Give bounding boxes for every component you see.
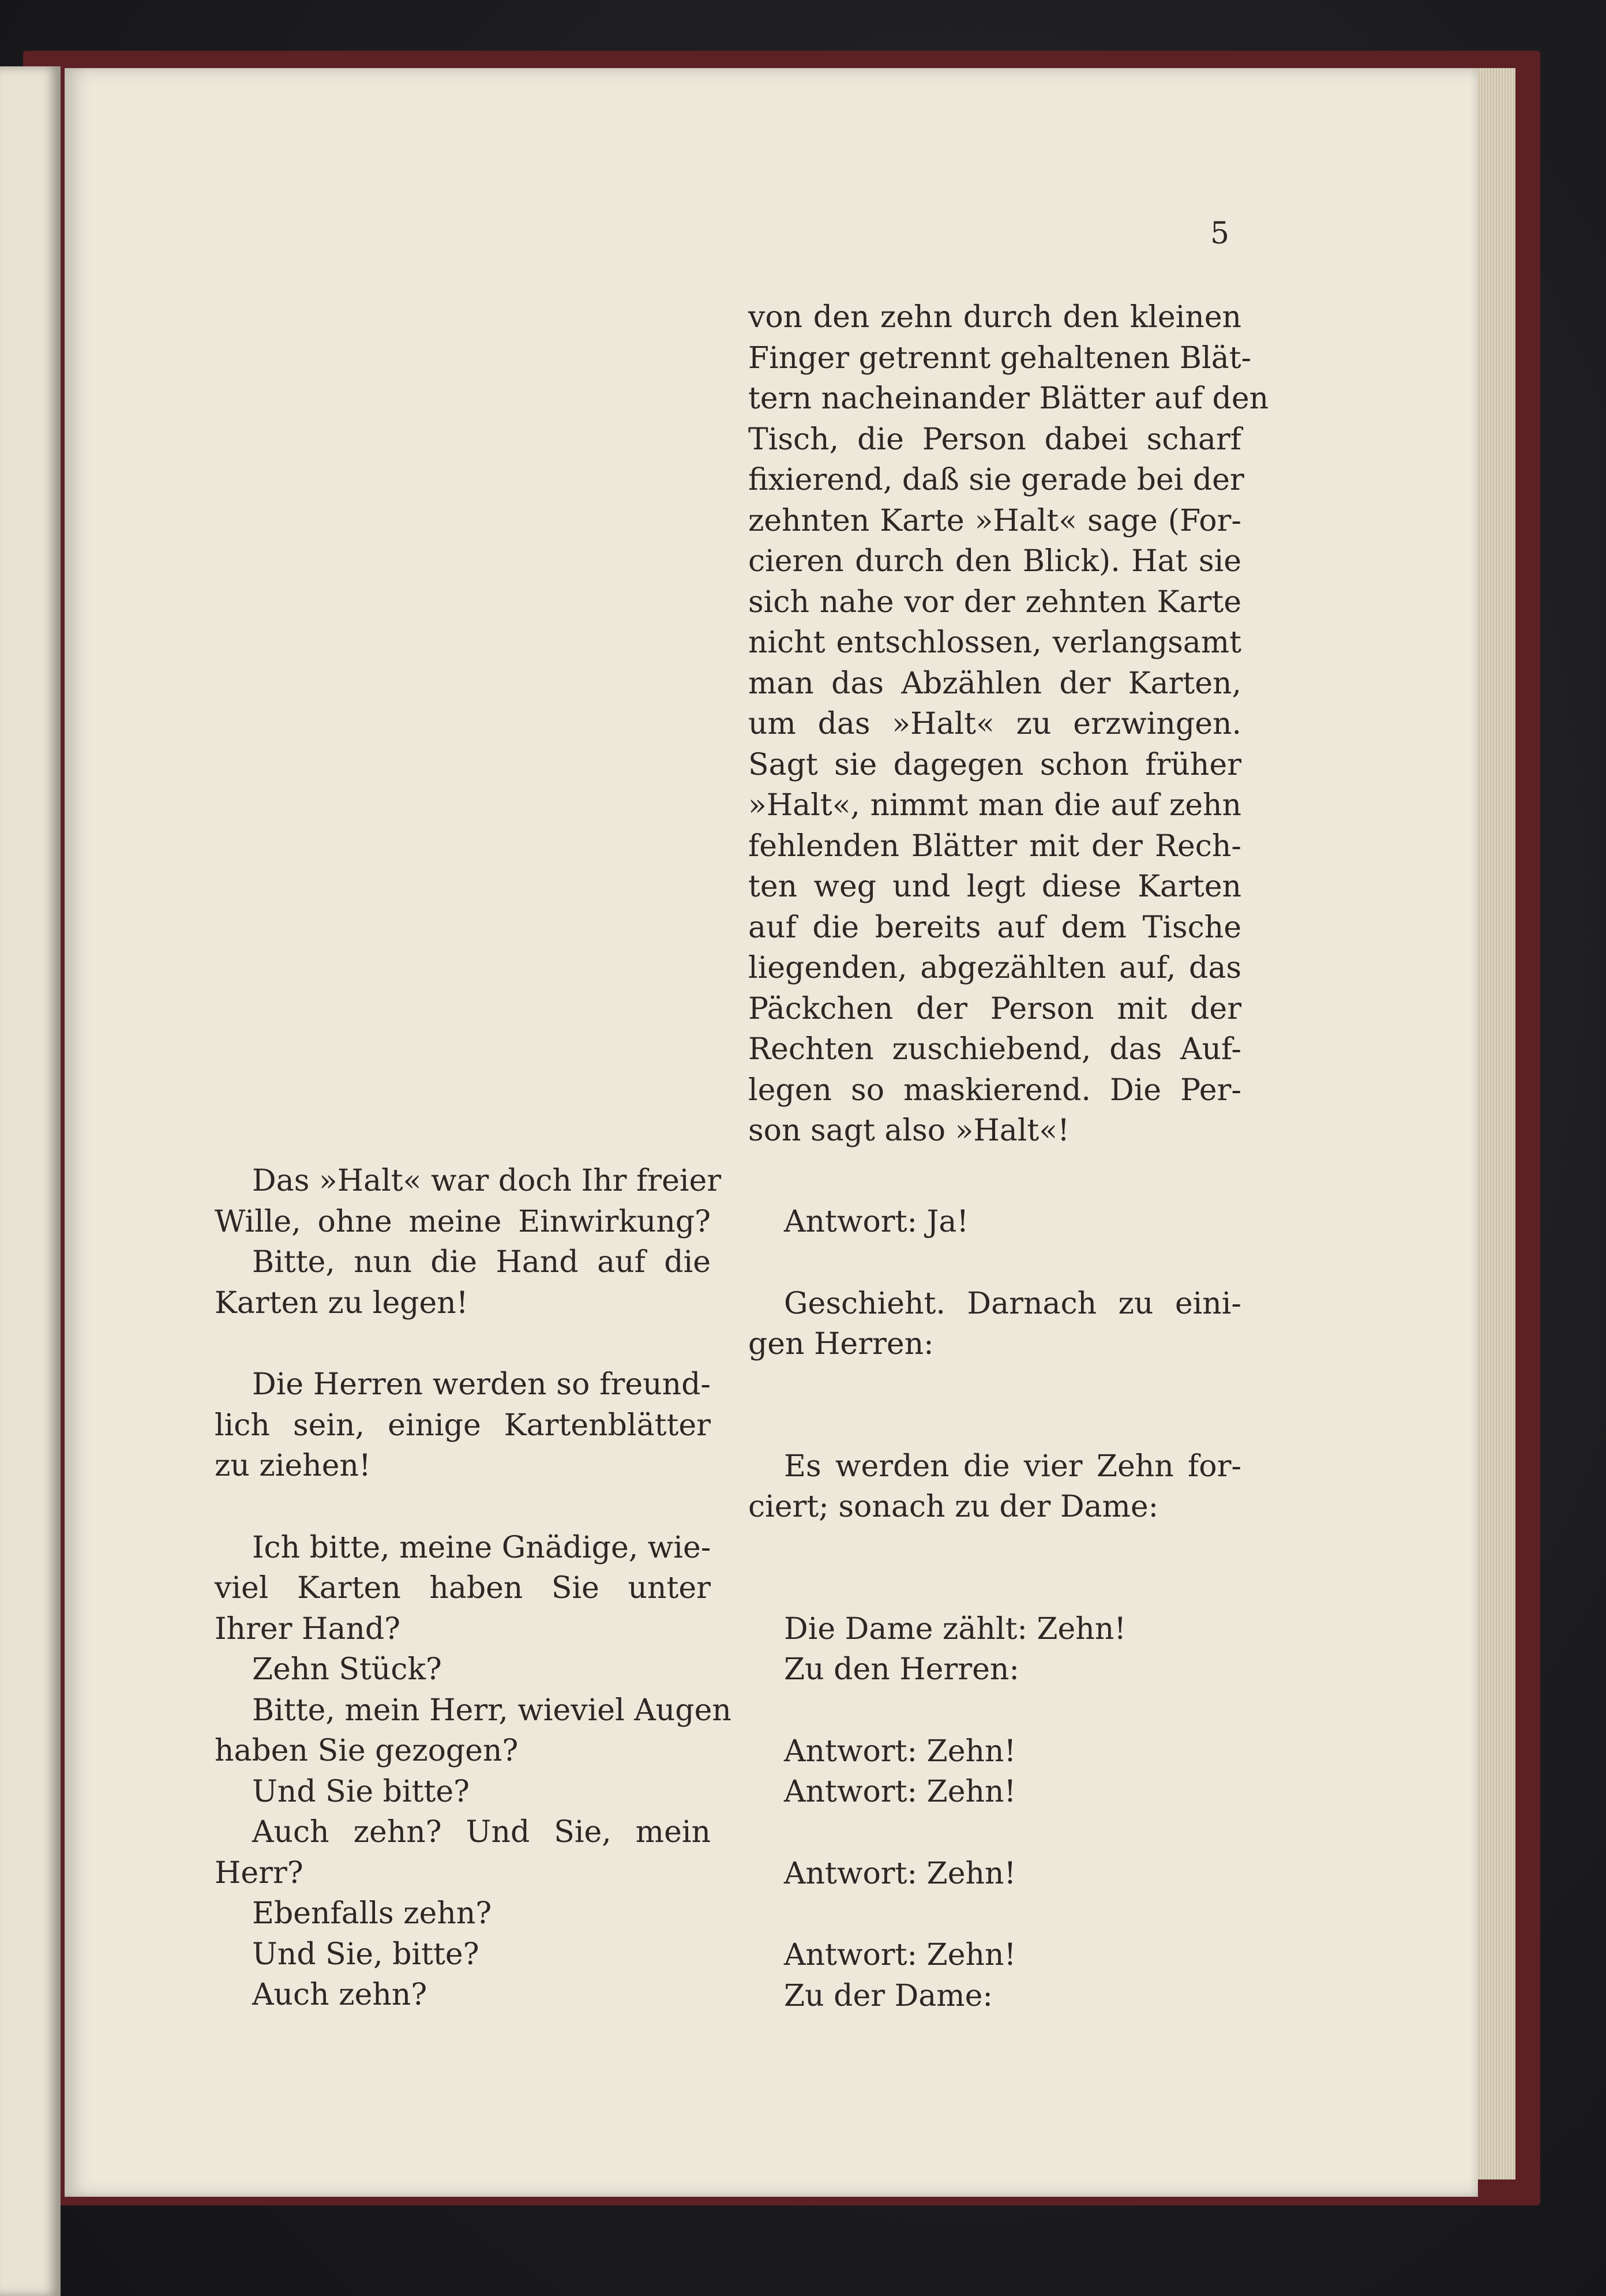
text-line: Antwort: Ja! bbox=[784, 1205, 969, 1239]
text-line: Und Sie bitte? bbox=[252, 1774, 470, 1809]
text-line: Die Herren werden so freund- bbox=[252, 1367, 711, 1402]
text-line: gen Herren: bbox=[748, 1327, 934, 1361]
text-line: Zu den Herren: bbox=[784, 1652, 1019, 1687]
page-number: 5 bbox=[1210, 216, 1230, 251]
text-line: auf die bereits auf dem Tische bbox=[748, 910, 1241, 945]
text-line: Bitte, mein Herr, wieviel Augen bbox=[252, 1693, 731, 1728]
text-line: lich sein, einige Kartenblätter bbox=[215, 1408, 711, 1443]
text-line: Und Sie, bitte? bbox=[252, 1937, 479, 1972]
text-line: Ich bitte, meine Gnädige, wie- bbox=[252, 1530, 711, 1565]
dialogue-right-column bbox=[748, 1202, 1241, 2016]
text-line: liegenden, abgezählten auf, das bbox=[748, 951, 1241, 985]
text-line: fixierend, daß sie gerade bei der bbox=[748, 463, 1244, 497]
text-line: nicht entschlossen, verlangsamt bbox=[748, 625, 1241, 660]
text-line: Antwort: Zehn! bbox=[784, 1856, 1016, 1891]
text-line: man das Abzählen der Karten, bbox=[748, 666, 1241, 701]
text-line: Ihrer Hand? bbox=[215, 1611, 401, 1646]
text-line: Es werden die vier Zehn for- bbox=[784, 1449, 1241, 1484]
text-line: Auch zehn? bbox=[252, 1978, 427, 2012]
left-page-edge bbox=[0, 66, 61, 2296]
text-line: zu ziehen! bbox=[215, 1449, 371, 1483]
text-line: haben Sie gezogen? bbox=[215, 1734, 519, 1768]
text-line: cieren durch den Blick). Hat sie bbox=[748, 544, 1241, 579]
text-line: ten weg und legt diese Karten bbox=[748, 869, 1241, 904]
text-line: Geschieht. Darnach zu eini- bbox=[784, 1286, 1241, 1321]
text-line: Rechten zuschiebend, das Auf- bbox=[748, 1032, 1241, 1067]
text-line: sich nahe vor der zehnten Karte bbox=[748, 584, 1241, 620]
text-line: Zu der Dame: bbox=[784, 1978, 993, 2013]
text-line: fehlenden Blätter mit der Rech- bbox=[748, 828, 1241, 864]
text-line: Herr? bbox=[215, 1855, 303, 1890]
text-line: ciert; sonach zu der Dame: bbox=[748, 1490, 1159, 1524]
text-line: »Halt«, nimmt man die auf zehn bbox=[748, 788, 1241, 823]
text-line: legen so maskierend. Die Per- bbox=[748, 1072, 1241, 1108]
text-line: Antwort: Zehn! bbox=[784, 1734, 1016, 1769]
text-line: Zehn Stück? bbox=[252, 1652, 442, 1687]
text-line: Sagt sie dagegen schon früher bbox=[748, 747, 1241, 782]
text-line: Wille, ohne meine Einwirkung? bbox=[215, 1204, 711, 1239]
text-line: zehnten Karte »Halt« sage (For- bbox=[748, 503, 1241, 538]
text-line: Finger getrennt gehaltenen Blät- bbox=[748, 340, 1252, 376]
main-paragraph bbox=[748, 297, 1269, 1151]
text-line: Tisch, die Person dabei scharf bbox=[748, 422, 1241, 457]
dialogue-left-column bbox=[215, 1161, 731, 2016]
text-line: tern nacheinander Blätter auf den bbox=[748, 381, 1269, 416]
page-edge-stack bbox=[1474, 68, 1515, 2179]
text-line: Auch zehn? Und Sie, mein bbox=[252, 1815, 711, 1849]
text-line: Bitte, nun die Hand auf die bbox=[252, 1245, 711, 1280]
text-line: viel Karten haben Sie unter bbox=[215, 1571, 711, 1605]
text-line: Päckchen der Person mit der bbox=[748, 991, 1241, 1026]
text-line: son sagt also »Halt«! bbox=[748, 1113, 1070, 1148]
text-line: Die Dame zählt: Zehn! bbox=[784, 1611, 1127, 1646]
text-line: um das »Halt« zu erzwingen. bbox=[748, 707, 1241, 741]
text-line: Karten zu legen! bbox=[215, 1285, 468, 1320]
text-line: Antwort: Zehn! bbox=[784, 1938, 1016, 1972]
text-line: Das »Halt« war doch Ihr freier bbox=[252, 1164, 722, 1198]
text-line: von den zehn durch den kleinen bbox=[748, 300, 1241, 335]
text-line: Ebenfalls zehn? bbox=[252, 1896, 492, 1931]
text-line: Antwort: Zehn! bbox=[784, 1774, 1016, 1809]
